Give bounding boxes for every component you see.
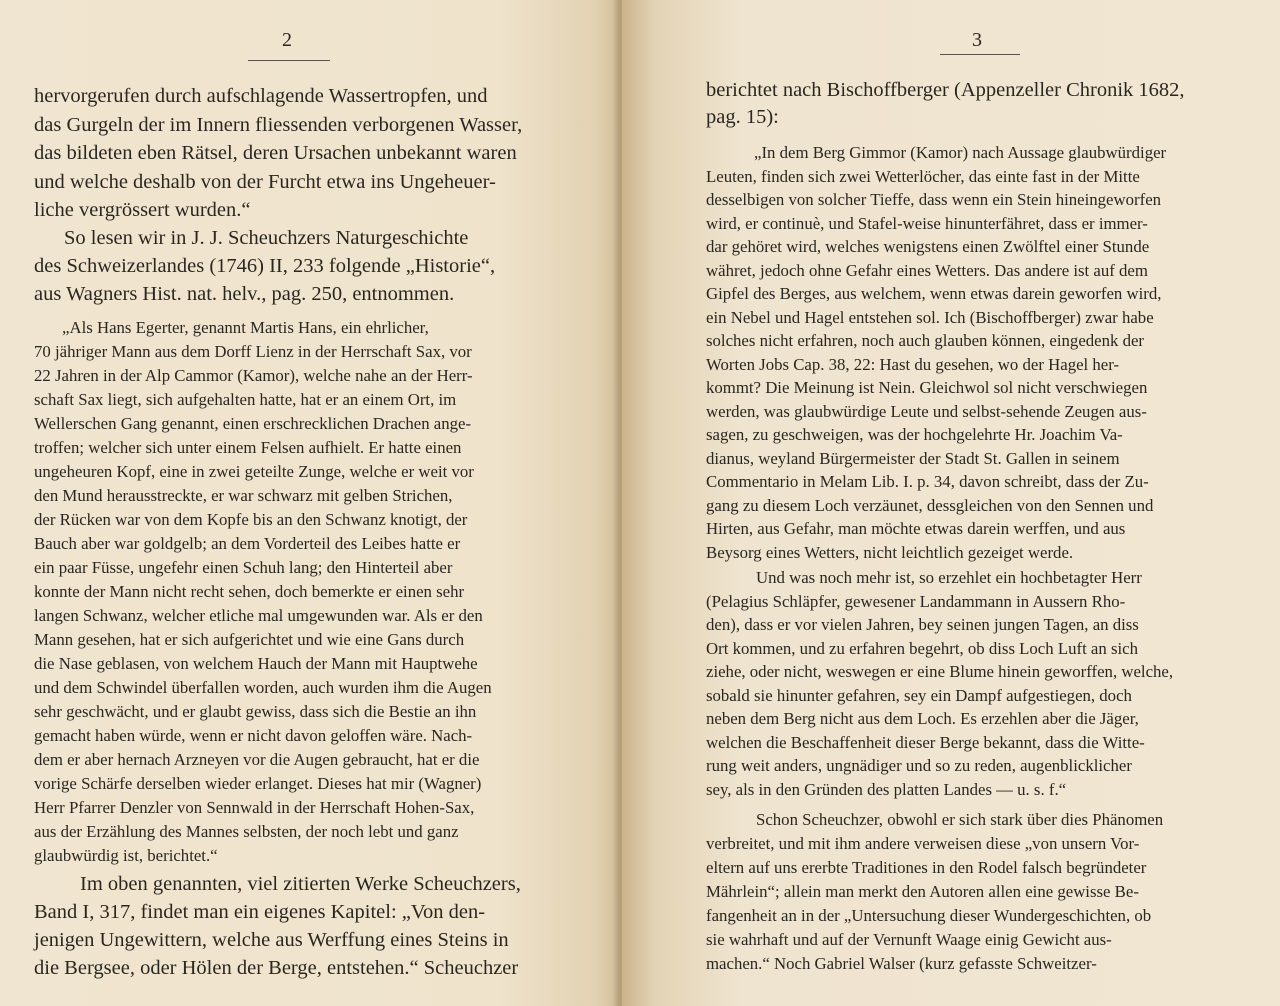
text-line: jenigen Ungewittern, welche aus Werffung eines Steins in (34, 929, 509, 951)
text-line: sie wahrhaft und auf der Vernunft Waage einig Gewicht aus- (706, 930, 1112, 949)
text-line: das Gurgeln der im Innern fliessenden verborgenen Wasser, (34, 114, 523, 136)
right-page (622, 0, 1280, 1006)
text-line: dianus, weyland Bürgermeister der Stadt St. Gallen in seinem (706, 449, 1120, 468)
text-line: sehr geschwächt, und er glaubt gewiss, dass sich die Bestie an ihn (34, 702, 477, 721)
text-line: Commentario in Melam Lib. I. p. 34, davon schreibt, dass der Zu- (706, 472, 1149, 491)
page-number-rule-left (248, 60, 330, 61)
text-line: Schon Scheuchzer, obwohl er sich stark über dies Phänomen (756, 810, 1164, 829)
text-line: ziehe, oder nicht, weswegen er eine Blume hinein geworffen, welche, (706, 662, 1174, 681)
text-line: Worten Jobs Cap. 38, 22: Hast du gesehen, wo der Hagel her- (706, 355, 1120, 374)
text-line: die Nase geblasen, von welchem Hauch der Mann mit Hauptwehe (34, 654, 478, 673)
text-line: So lesen wir in J. J. Scheuchzers Naturgeschichte (64, 227, 469, 249)
text-line: troffen; welcher sich unter einem Felsen aufhielt. Er hatte einen (34, 438, 462, 457)
text-line: währet, jedoch ohne Gefahr eines Wetters. Das andere ist auf dem (706, 261, 1148, 280)
text-line: verbreitet, und mit ihm andere verweisen diese „von unsern Vor- (706, 834, 1140, 853)
text-line: Wellerschen Gang genannt, einen erschrecklichen Drachen ange- (34, 414, 472, 433)
text-line: sobald sie hinunter gefahren, sey ein Dampf aufgestiegen, doch (706, 686, 1132, 705)
text-line: Bauch aber war goldgelb; an dem Vorderteil des Leibes hatte er (34, 534, 461, 553)
text-line: wird, er continuè, und Stafel-weise hinunterfähret, dass er immer- (706, 214, 1148, 233)
text-line: liche vergrössert wurden.“ (34, 199, 251, 221)
text-line: Herr Pfarrer Denzler von Sennwald in der Herrschaft Hohen-Sax, (34, 798, 475, 817)
text-line: glaubwürdig ist, berichtet.“ (34, 846, 218, 865)
text-line: werden, was glaubwürdige Leute und selbst-sehende Zeugen aus- (706, 402, 1147, 421)
text-line: die Bergsee, oder Hölen der Berge, entstehen.“ Scheuchzer (34, 957, 519, 979)
text-line: ein paar Füsse, ungefehr einen Schuh lang; den Hinterteil aber (34, 558, 453, 577)
text-line: den), dass er vor vielen Jahren, bey seinen jungen Tagen, an diss (706, 615, 1139, 634)
text-line: sagen, zu geschweigen, was der hochgelehrte Hr. Joachim Va- (706, 425, 1123, 444)
page-number-left: 2 (282, 29, 293, 51)
text-line: der Rücken war von dem Kopfe bis an den Schwanz knotigt, der (34, 510, 468, 529)
text-line: gang zu diesem Loch verzäunet, dessgleichen von den Sennen und (706, 496, 1154, 515)
text-line: vorige Schärfe derselben wieder erlanget. Dieses hat mir (Wagner) (34, 774, 482, 793)
text-line: 22 Jahren in der Alp Cammor (Kamor), welche nahe an der Herr- (34, 366, 473, 385)
text-line: berichtet nach Bischoffberger (Appenzeller Chronik 1682, (706, 79, 1185, 101)
text-line: pag. 15): (706, 106, 779, 128)
text-line: Gipfel des Berges, aus welchem, wenn etwas darein geworfen wird, (706, 284, 1162, 303)
text-line: und welche deshalb von der Furcht etwa ins Ungeheuer- (34, 171, 496, 193)
text-line: langen Schwanz, welcher etliche mal umgewunden war. Als er den (34, 606, 483, 625)
text-line: konnte der Mann nicht recht sehen, doch bemerkte er einen sehr (34, 582, 465, 601)
text-line: dar gehöret wird, welches wenigstens einen Zwölftel einer Stunde (706, 237, 1150, 256)
text-line: ein Nebel und Hagel entstehen sol. Ich (Bischoffberger) zwar habe (706, 308, 1154, 327)
text-line: Leuten, finden sich zwei Wetterlöcher, das einte fast in der Mitte (706, 167, 1140, 186)
text-line: neben dem Berg nicht aus dem Loch. Es erzehlen aber die Jäger, (706, 709, 1139, 728)
text-line: „In dem Berg Gimmor (Kamor) nach Aussage glaubwürdiger (754, 143, 1167, 162)
text-line: Hirten, aus Gefahr, man möchte etwas darein werffen, und aus (706, 519, 1126, 538)
text-line: „Als Hans Egerter, genannt Martis Hans, ein ehrlicher, (62, 318, 429, 337)
text-line: 70 jähriger Mann aus dem Dorff Lienz in der Herrschaft Sax, vor (34, 342, 472, 361)
page-number-rule-right (940, 54, 1020, 55)
text-line: gemacht haben würde, wenn er nicht davon geloffen wäre. Nach- (34, 726, 473, 745)
text-line: Mann gesehen, hat er sich aufgerichtet und wie eine Gans durch (34, 630, 465, 649)
text-line: rung weit anders, ungnädiger und so zu reden, augenblicklicher (706, 756, 1132, 775)
text-line: aus Wagners Hist. nat. helv., pag. 250, entnommen. (34, 283, 455, 305)
text-line: und dem Schwindel überfallen worden, auch wurden ihm die Augen (34, 678, 492, 697)
text-line: desselbigen von solcher Tieffe, dass wenn ein Stein hineingeworfen (706, 190, 1162, 209)
text-line: machen.“ Noch Gabriel Walser (kurz gefasste Schweitzer- (706, 954, 1097, 973)
text-line: Ort kommen, und zu erfahren begehrt, ob diss Loch Luft an sich (706, 639, 1138, 658)
text-line: aus der Erzählung des Mannes selbsten, der noch lebt und ganz (34, 822, 459, 841)
text-line: eltern auf uns ererbte Traditiones in den Rodel falsch begründeter (706, 858, 1147, 877)
text-line: den Mund herausstreckte, er war schwarz mit gelben Strichen, (34, 486, 453, 505)
text-line: hervorgerufen durch aufschlagende Wassertropfen, und (34, 85, 488, 107)
text-line: (Pelagius Schläpfer, gewesener Landammann in Aussern Rho- (706, 592, 1126, 611)
text-line: Mährlein“; allein man merkt den Autoren allen eine gewisse Be- (706, 882, 1139, 901)
page-number-right: 3 (972, 29, 983, 51)
text-line: das bildeten eben Rätsel, deren Ursachen unbekannt waren (34, 142, 517, 164)
text-line: Band I, 317, findet man ein eigenes Kapitel: „Von den- (34, 901, 486, 923)
text-line: Im oben genannten, viel zitierten Werke Scheuchzers, (80, 873, 521, 895)
text-line: des Schweizerlandes (1746) II, 233 folgende „Historie“, (34, 255, 496, 277)
text-line: dem er aber hernach Arzneyen vor die Augen gebraucht, hat er die (34, 750, 480, 769)
text-line: kommt? Die Meinung ist Nein. Gleichwol sol nicht verschwiegen (706, 378, 1148, 397)
left-page (0, 0, 622, 1006)
text-line: fangenheit an in der „Untersuchung dieser Wundergeschichten, ob (706, 906, 1152, 925)
text-line: Beysorg eines Wetters, nicht leichtlich gezeiget werde. (706, 543, 1074, 562)
text-line: ungeheuren Kopf, eine in zwei geteilte Zunge, welche er weit vor (34, 462, 474, 481)
text-line: Und was noch mehr ist, so erzehlet ein hochbetagter Herr (756, 568, 1142, 587)
text-line: solches nicht erfahren, noch auch glauben können, eingedenk der (706, 331, 1145, 350)
text-line: welchen die Beschaffenheit dieser Berge bekannt, dass die Witte- (706, 733, 1145, 752)
text-line: schaft Sax liegt, sich aufgehalten hatte, hat er an einem Ort, im (34, 390, 457, 409)
text-line: sey, als in den Gründen des platten Landes — u. s. f.“ (706, 780, 1067, 799)
